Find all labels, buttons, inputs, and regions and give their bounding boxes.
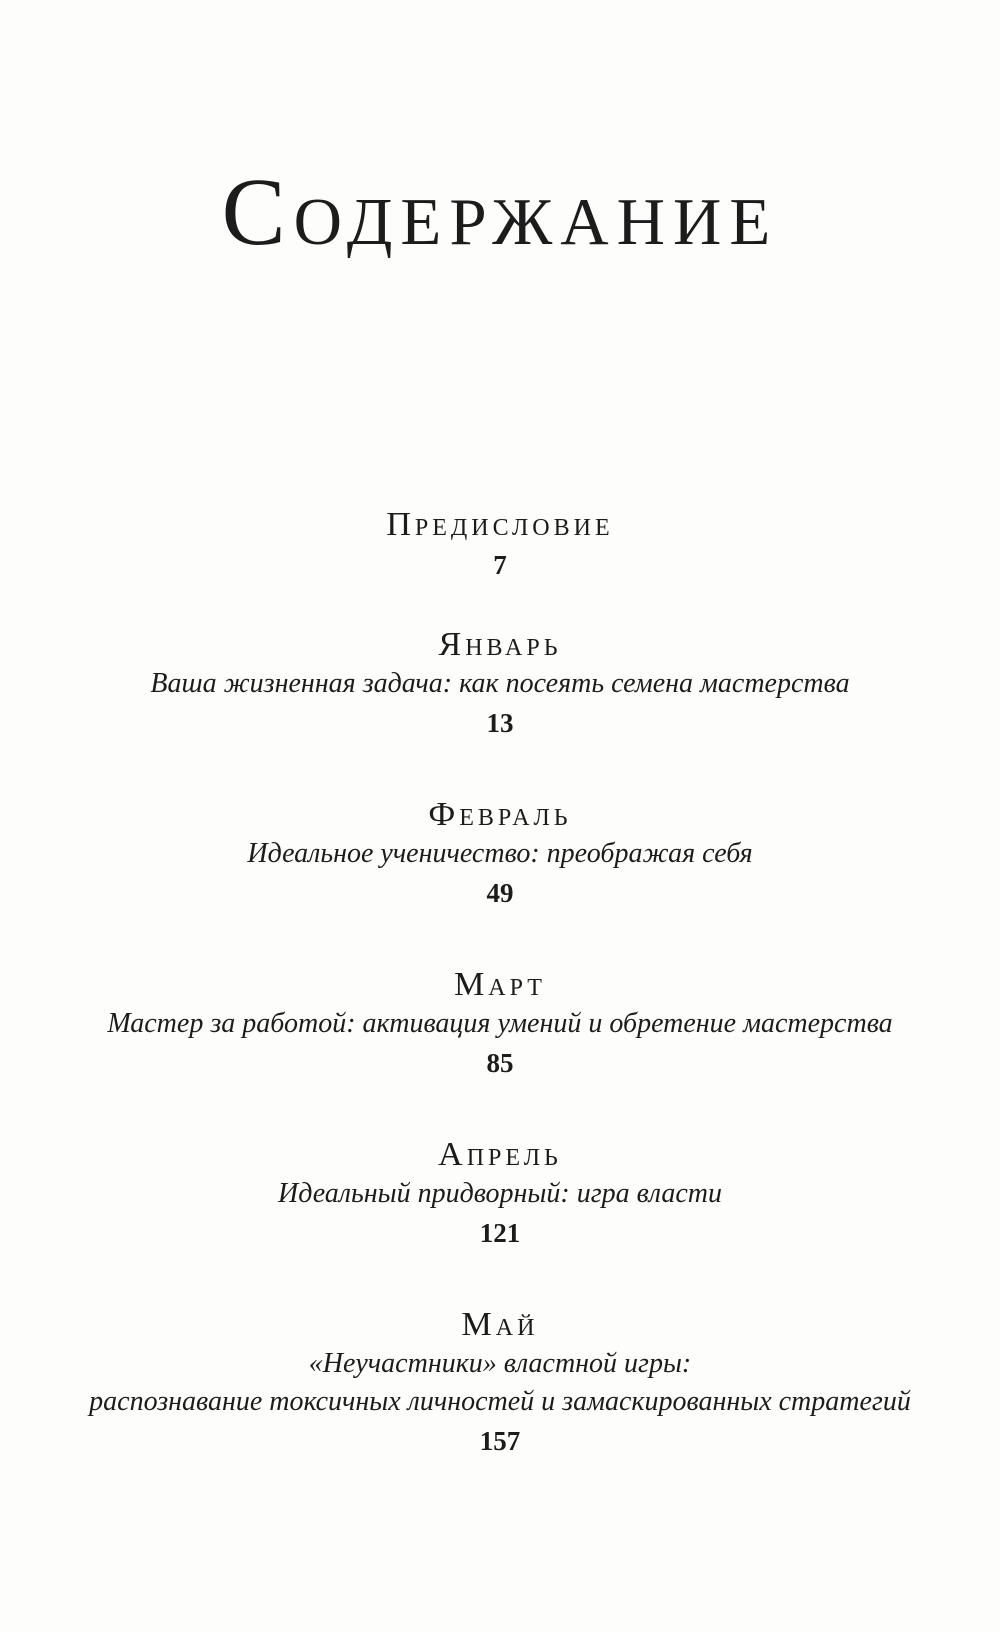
entry-subtitle: Идеальное ученичество: преображая себя	[247, 838, 753, 869]
entry-page-number: 7	[493, 550, 507, 580]
page-title: Содержание	[221, 158, 779, 266]
entry-page-number: 121	[479, 1218, 521, 1248]
toc-entry-preface	[0, 505, 1000, 585]
entry-heading: Март	[454, 966, 546, 1003]
entry-heading: Январь	[438, 626, 562, 663]
toc-entry-may	[0, 1305, 1000, 1461]
entry-page-number: 13	[486, 708, 514, 738]
toc-entry-january	[0, 625, 1000, 743]
toc-entry-april	[0, 1135, 1000, 1253]
entry-page-number: 85	[486, 1048, 514, 1078]
entry-heading: Май	[461, 1306, 539, 1343]
entry-page-number: 157	[479, 1426, 521, 1456]
toc-entry-february	[0, 795, 1000, 913]
entry-heading: Февраль	[428, 796, 572, 833]
entry-subtitle: Идеальный придворный: игра власти	[278, 1178, 722, 1209]
entry-subtitle: Мастер за работой: активация умений и обретение мастерства	[107, 1008, 893, 1039]
entry-page-number: 49	[486, 878, 514, 908]
toc-entry-march	[0, 965, 1000, 1083]
entry-subtitle: «Неучастники» властной игры:	[308, 1348, 692, 1379]
table-of-contents	[0, 505, 1000, 1461]
entry-subtitle: Ваша жизненная задача: как посеять семена мастерства	[150, 668, 850, 699]
entry-heading: Апрель	[438, 1136, 562, 1173]
entry-subtitle: распознавание токсичных личностей и замаскированных стратегий	[89, 1386, 911, 1417]
entry-heading: Предисловие	[386, 506, 614, 543]
